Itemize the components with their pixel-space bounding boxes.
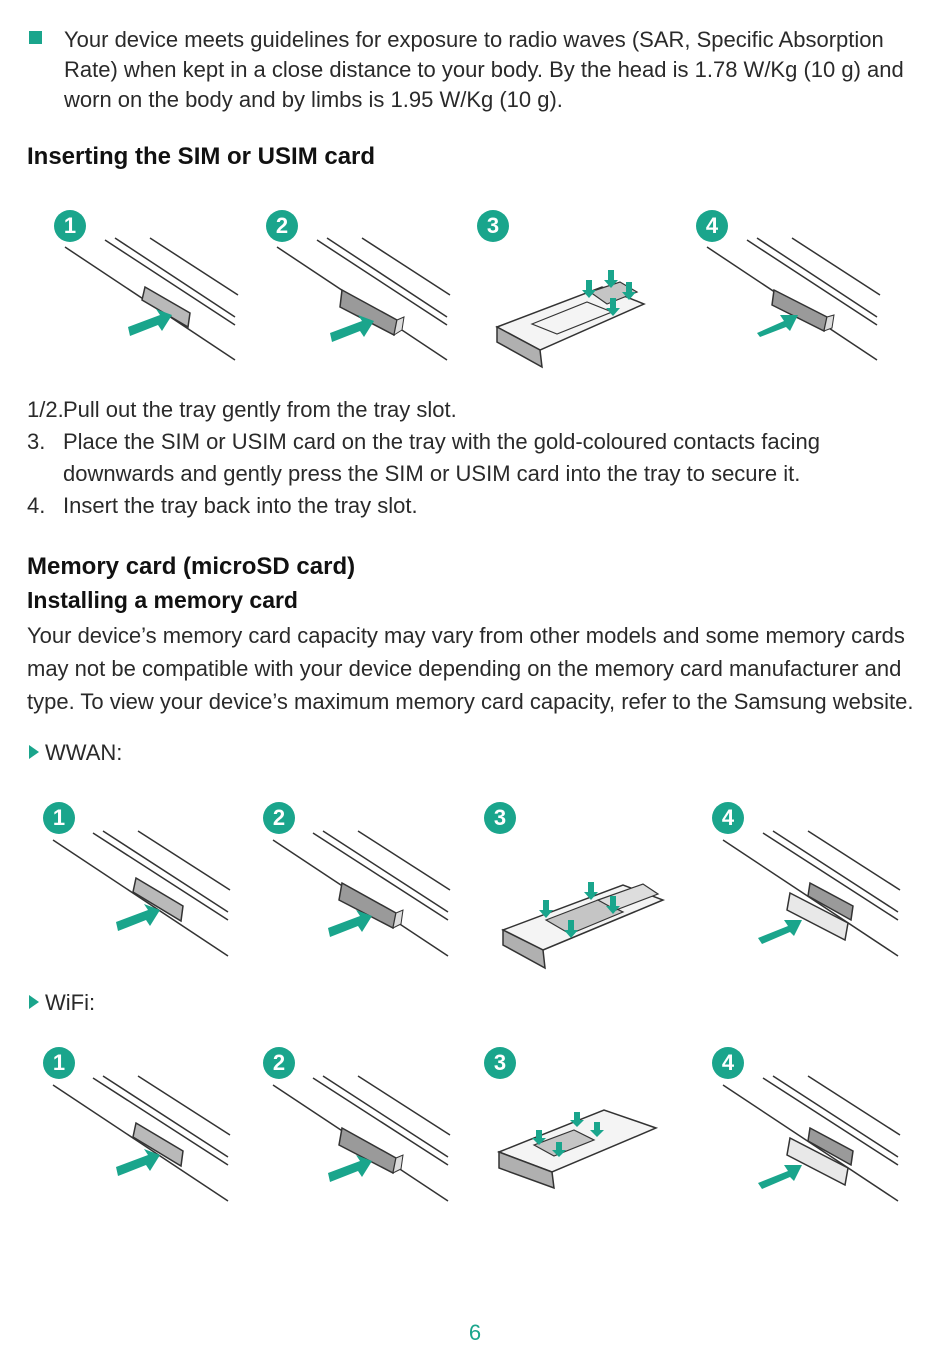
sim-section-title: Inserting the SIM or USIM card xyxy=(27,143,376,170)
pull-arrow-icon xyxy=(328,1155,372,1182)
memory-paragraph xyxy=(27,619,927,718)
pull-arrow-icon xyxy=(128,309,172,336)
wifi-step-badge-2: 2 xyxy=(263,1047,295,1079)
sim-step-item xyxy=(27,426,927,490)
sim-step-badge-1: 1 xyxy=(54,210,86,242)
sar-line-1: Your device meets guidelines for exposure to radio waves (SAR, Specific Absorption xyxy=(64,27,884,52)
sim-step3-illustration xyxy=(492,262,652,377)
caret-right-icon xyxy=(29,745,39,759)
memory-section-subtitle: Installing a memory card xyxy=(27,587,298,613)
sim-steps-list xyxy=(27,394,927,522)
wifi-step-badge-3: 3 xyxy=(484,1047,516,1079)
push-arrow-icon xyxy=(757,315,798,337)
step-number: 1/2. xyxy=(27,397,64,422)
wwan-step4-illustration xyxy=(718,828,908,963)
wwan-step3-illustration xyxy=(498,870,668,975)
wwan-step-badge-4: 4 xyxy=(712,802,744,834)
push-arrow-icon xyxy=(758,920,802,944)
sim-step2-illustration xyxy=(272,235,462,370)
sim-step-item xyxy=(27,490,927,522)
step-text: Place the SIM or USIM card on the tray with the gold-coloured contacts facing xyxy=(63,429,820,454)
sim-step1-illustration xyxy=(60,235,250,370)
step-number: 3. xyxy=(27,429,46,454)
step-text: Insert the tray back into the tray slot. xyxy=(63,493,418,518)
wifi-step1-illustration xyxy=(48,1073,238,1208)
wwan-step-badge-2: 2 xyxy=(263,802,295,834)
sim-step-badge-2: 2 xyxy=(266,210,298,242)
pull-arrow-icon xyxy=(116,904,160,931)
sim-step4-illustration xyxy=(702,235,892,370)
step-text-continued: downwards and gently press the SIM or USIM card into the tray to secure it. xyxy=(63,461,801,486)
wwan-label-row xyxy=(29,738,122,768)
memory-section-title: Memory card (microSD card) xyxy=(27,553,356,580)
sim-step-item xyxy=(27,394,927,426)
wifi-step3-illustration xyxy=(494,1100,664,1195)
wwan-step-badge-1: 1 xyxy=(43,802,75,834)
pull-arrow-icon xyxy=(330,315,374,342)
sar-line-3: worn on the body and by limbs is 1.95 W/Kg (10 g). xyxy=(64,87,563,112)
sim-step-badge-3: 3 xyxy=(477,210,509,242)
memory-line-3: type. To view your device’s maximum memory card capacity, refer to the Samsung website. xyxy=(27,689,914,714)
bullet-square-icon xyxy=(29,31,42,44)
memory-line-1: Your device’s memory card capacity may vary from other models and some memory cards xyxy=(27,623,905,648)
wwan-label: WWAN: xyxy=(45,740,123,765)
wifi-step-badge-4: 4 xyxy=(712,1047,744,1079)
wifi-step2-illustration xyxy=(268,1073,458,1208)
wifi-label: WiFi: xyxy=(45,990,96,1015)
pull-arrow-icon xyxy=(116,1149,160,1176)
wifi-step4-illustration xyxy=(718,1073,908,1208)
caret-right-icon xyxy=(29,995,39,1009)
sar-line-2: Rate) when kept in a close distance to your body. By the head is 1.78 W/Kg (10 g) and xyxy=(64,57,904,82)
wwan-step-badge-3: 3 xyxy=(484,802,516,834)
pull-arrow-icon xyxy=(328,910,372,937)
sar-paragraph xyxy=(64,25,934,115)
memory-line-2: may not be compatible with your device depending on the memory card manufacturer and xyxy=(27,656,902,681)
sim-step-badge-4: 4 xyxy=(696,210,728,242)
wwan-step1-illustration xyxy=(48,828,238,963)
page-number: 6 xyxy=(468,1320,482,1345)
step-text: Pull out the tray gently from the tray slot. xyxy=(63,397,457,422)
wifi-label-row xyxy=(29,988,95,1018)
wwan-step2-illustration xyxy=(268,828,458,963)
push-arrow-icon xyxy=(758,1165,802,1189)
wifi-step-badge-1: 1 xyxy=(43,1047,75,1079)
step-number: 4. xyxy=(27,493,46,518)
